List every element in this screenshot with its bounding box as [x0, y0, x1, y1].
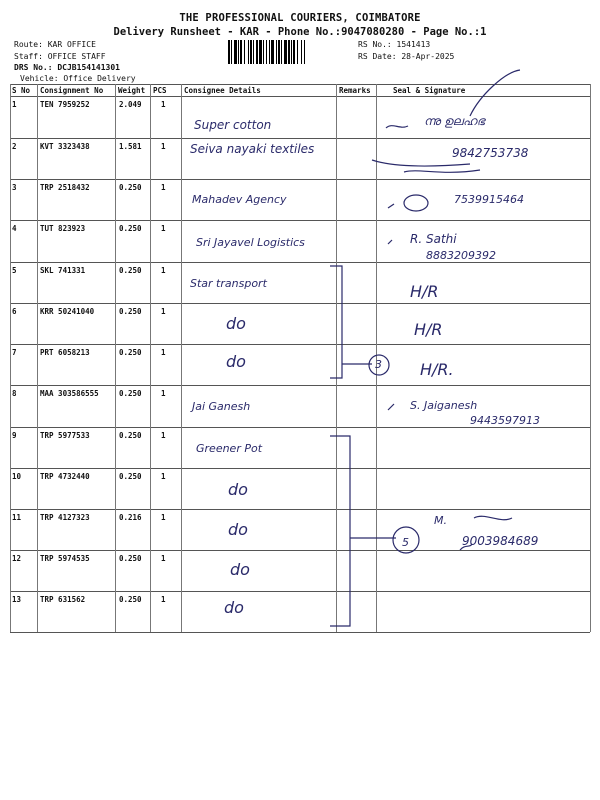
hand-signature-8: S. Jaiganesh	[410, 399, 478, 412]
col-signature: Seal & Signature	[393, 86, 466, 95]
cell-weight: 0.250	[119, 431, 142, 440]
hand-signature-7: H/R.	[420, 360, 454, 379]
hand-signature-6: H/R	[414, 320, 443, 339]
cell-sno: 10	[12, 472, 22, 481]
cell-pcs: 1	[161, 595, 166, 604]
cell-sno: 9	[12, 431, 17, 440]
cell-cno: TRP 5977533	[40, 431, 90, 440]
hand-consignee-7: do	[226, 352, 246, 371]
cell-sno: 13	[12, 595, 22, 604]
cell-cno: TRP 4732440	[40, 472, 90, 481]
hand-consignee-2: Seiva nayaki textiles	[190, 142, 315, 156]
cell-cno: PRT 6058213	[40, 348, 90, 357]
bracket-count-5: 5	[402, 536, 409, 549]
cell-cno: SKL 741331	[40, 266, 86, 275]
company-title: THE PROFESSIONAL COURIERS, COIMBATORE	[179, 12, 421, 24]
hand-consignee-9: Greener Pot	[196, 442, 263, 455]
cell-sno: 1	[12, 100, 17, 109]
col-weight: Weight	[118, 86, 146, 95]
cell-sno: 6	[12, 307, 17, 316]
hand-consignee-10: do	[228, 480, 248, 499]
hand-signature-11: M.	[434, 514, 447, 527]
cell-weight: 0.250	[119, 389, 142, 398]
cell-pcs: 1	[161, 307, 166, 316]
rs-date: RS Date: 28-Apr-2025	[358, 52, 455, 61]
cell-sno: 5	[12, 266, 17, 275]
cell-cno: TRP 5974535	[40, 554, 90, 563]
cell-cno: KRR 50241040	[40, 307, 95, 316]
cell-pcs: 1	[161, 224, 166, 233]
cell-weight: 0.250	[119, 224, 142, 233]
col-pcs: PCS	[153, 86, 167, 95]
hand-phone-2: 9842753738	[452, 146, 529, 160]
hand-consignee-12: do	[230, 560, 250, 579]
cell-sno: 11	[12, 513, 22, 522]
col-remarks: Remarks	[339, 86, 371, 95]
hand-signature-5: H/R	[410, 282, 439, 301]
hand-signature-1: ന്നു ഉലഹഭ	[424, 114, 485, 128]
cell-pcs: 1	[161, 266, 166, 275]
hand-phone-3: 7539915464	[454, 193, 524, 206]
col-consignment: Consignment No	[40, 86, 104, 95]
hand-consignee-3: Mahadev Agency	[192, 193, 287, 206]
hand-consignee-4: Sri Jayavel Logistics	[196, 236, 305, 249]
cell-pcs: 1	[161, 348, 166, 357]
cell-sno: 4	[12, 224, 17, 233]
cell-weight: 0.250	[119, 307, 142, 316]
hand-phone-8: 9443597913	[470, 414, 540, 427]
cell-weight: 0.250	[119, 472, 142, 481]
cell-pcs: 1	[161, 183, 166, 192]
bracket-count-3: 3	[375, 358, 382, 371]
col-sno: S No	[12, 86, 31, 95]
vehicle-label: Vehicle: Office Delivery	[20, 74, 136, 83]
cell-pcs: 1	[161, 142, 166, 151]
cell-pcs: 1	[161, 100, 166, 109]
cell-weight: 0.250	[119, 595, 142, 604]
hand-phone-4: 8883209392	[426, 249, 496, 262]
hand-signature-4: R. Sathi	[410, 232, 457, 246]
hand-consignee-5: Star transport	[190, 277, 267, 290]
hand-phone-11: 9003984689	[462, 534, 539, 548]
cell-pcs: 1	[161, 389, 166, 398]
staff-label: Staff: OFFICE STAFF	[14, 52, 106, 61]
hand-consignee-11: do	[228, 520, 248, 539]
cell-sno: 8	[12, 389, 17, 398]
cell-pcs: 1	[161, 431, 166, 440]
cell-sno: 3	[12, 183, 17, 192]
runsheet-subtitle: Delivery Runsheet - KAR - Phone No.:9047080280 - Page No.:1	[113, 26, 487, 38]
cell-cno: TEN 7959252	[40, 100, 90, 109]
cell-weight: 1.581	[119, 142, 142, 151]
col-consignee: Consignee Details	[184, 86, 261, 95]
route-label: Route: KAR OFFICE	[14, 40, 96, 49]
drs-value: DCJB154141301	[57, 63, 120, 72]
cell-cno: TRP 2518432	[40, 183, 90, 192]
cell-weight: 0.250	[119, 183, 142, 192]
cell-weight: 0.250	[119, 554, 142, 563]
cell-pcs: 1	[161, 554, 166, 563]
cell-sno: 12	[12, 554, 22, 563]
cell-weight: 0.250	[119, 266, 142, 275]
cell-weight: 2.049	[119, 100, 142, 109]
cell-pcs: 1	[161, 472, 166, 481]
cell-cno: TUT 823923	[40, 224, 86, 233]
cell-sno: 2	[12, 142, 17, 151]
cell-weight: 0.250	[119, 348, 142, 357]
cell-cno: TRP 631562	[40, 595, 86, 604]
cell-sno: 7	[12, 348, 17, 357]
cell-cno: MAA 303586555	[40, 389, 99, 398]
cell-cno: TRP 4127323	[40, 513, 90, 522]
hand-consignee-6: do	[226, 314, 246, 333]
hand-consignee-1: Super cotton	[194, 118, 272, 132]
cell-weight: 0.216	[119, 513, 142, 522]
hand-consignee-13: do	[224, 598, 244, 617]
cell-pcs: 1	[161, 513, 166, 522]
drs-label: DRS No.:	[14, 63, 53, 72]
cell-cno: KVT 3323438	[40, 142, 90, 151]
rs-number: RS No.: 1541413	[358, 40, 431, 49]
hand-consignee-8: Jai Ganesh	[192, 400, 251, 413]
